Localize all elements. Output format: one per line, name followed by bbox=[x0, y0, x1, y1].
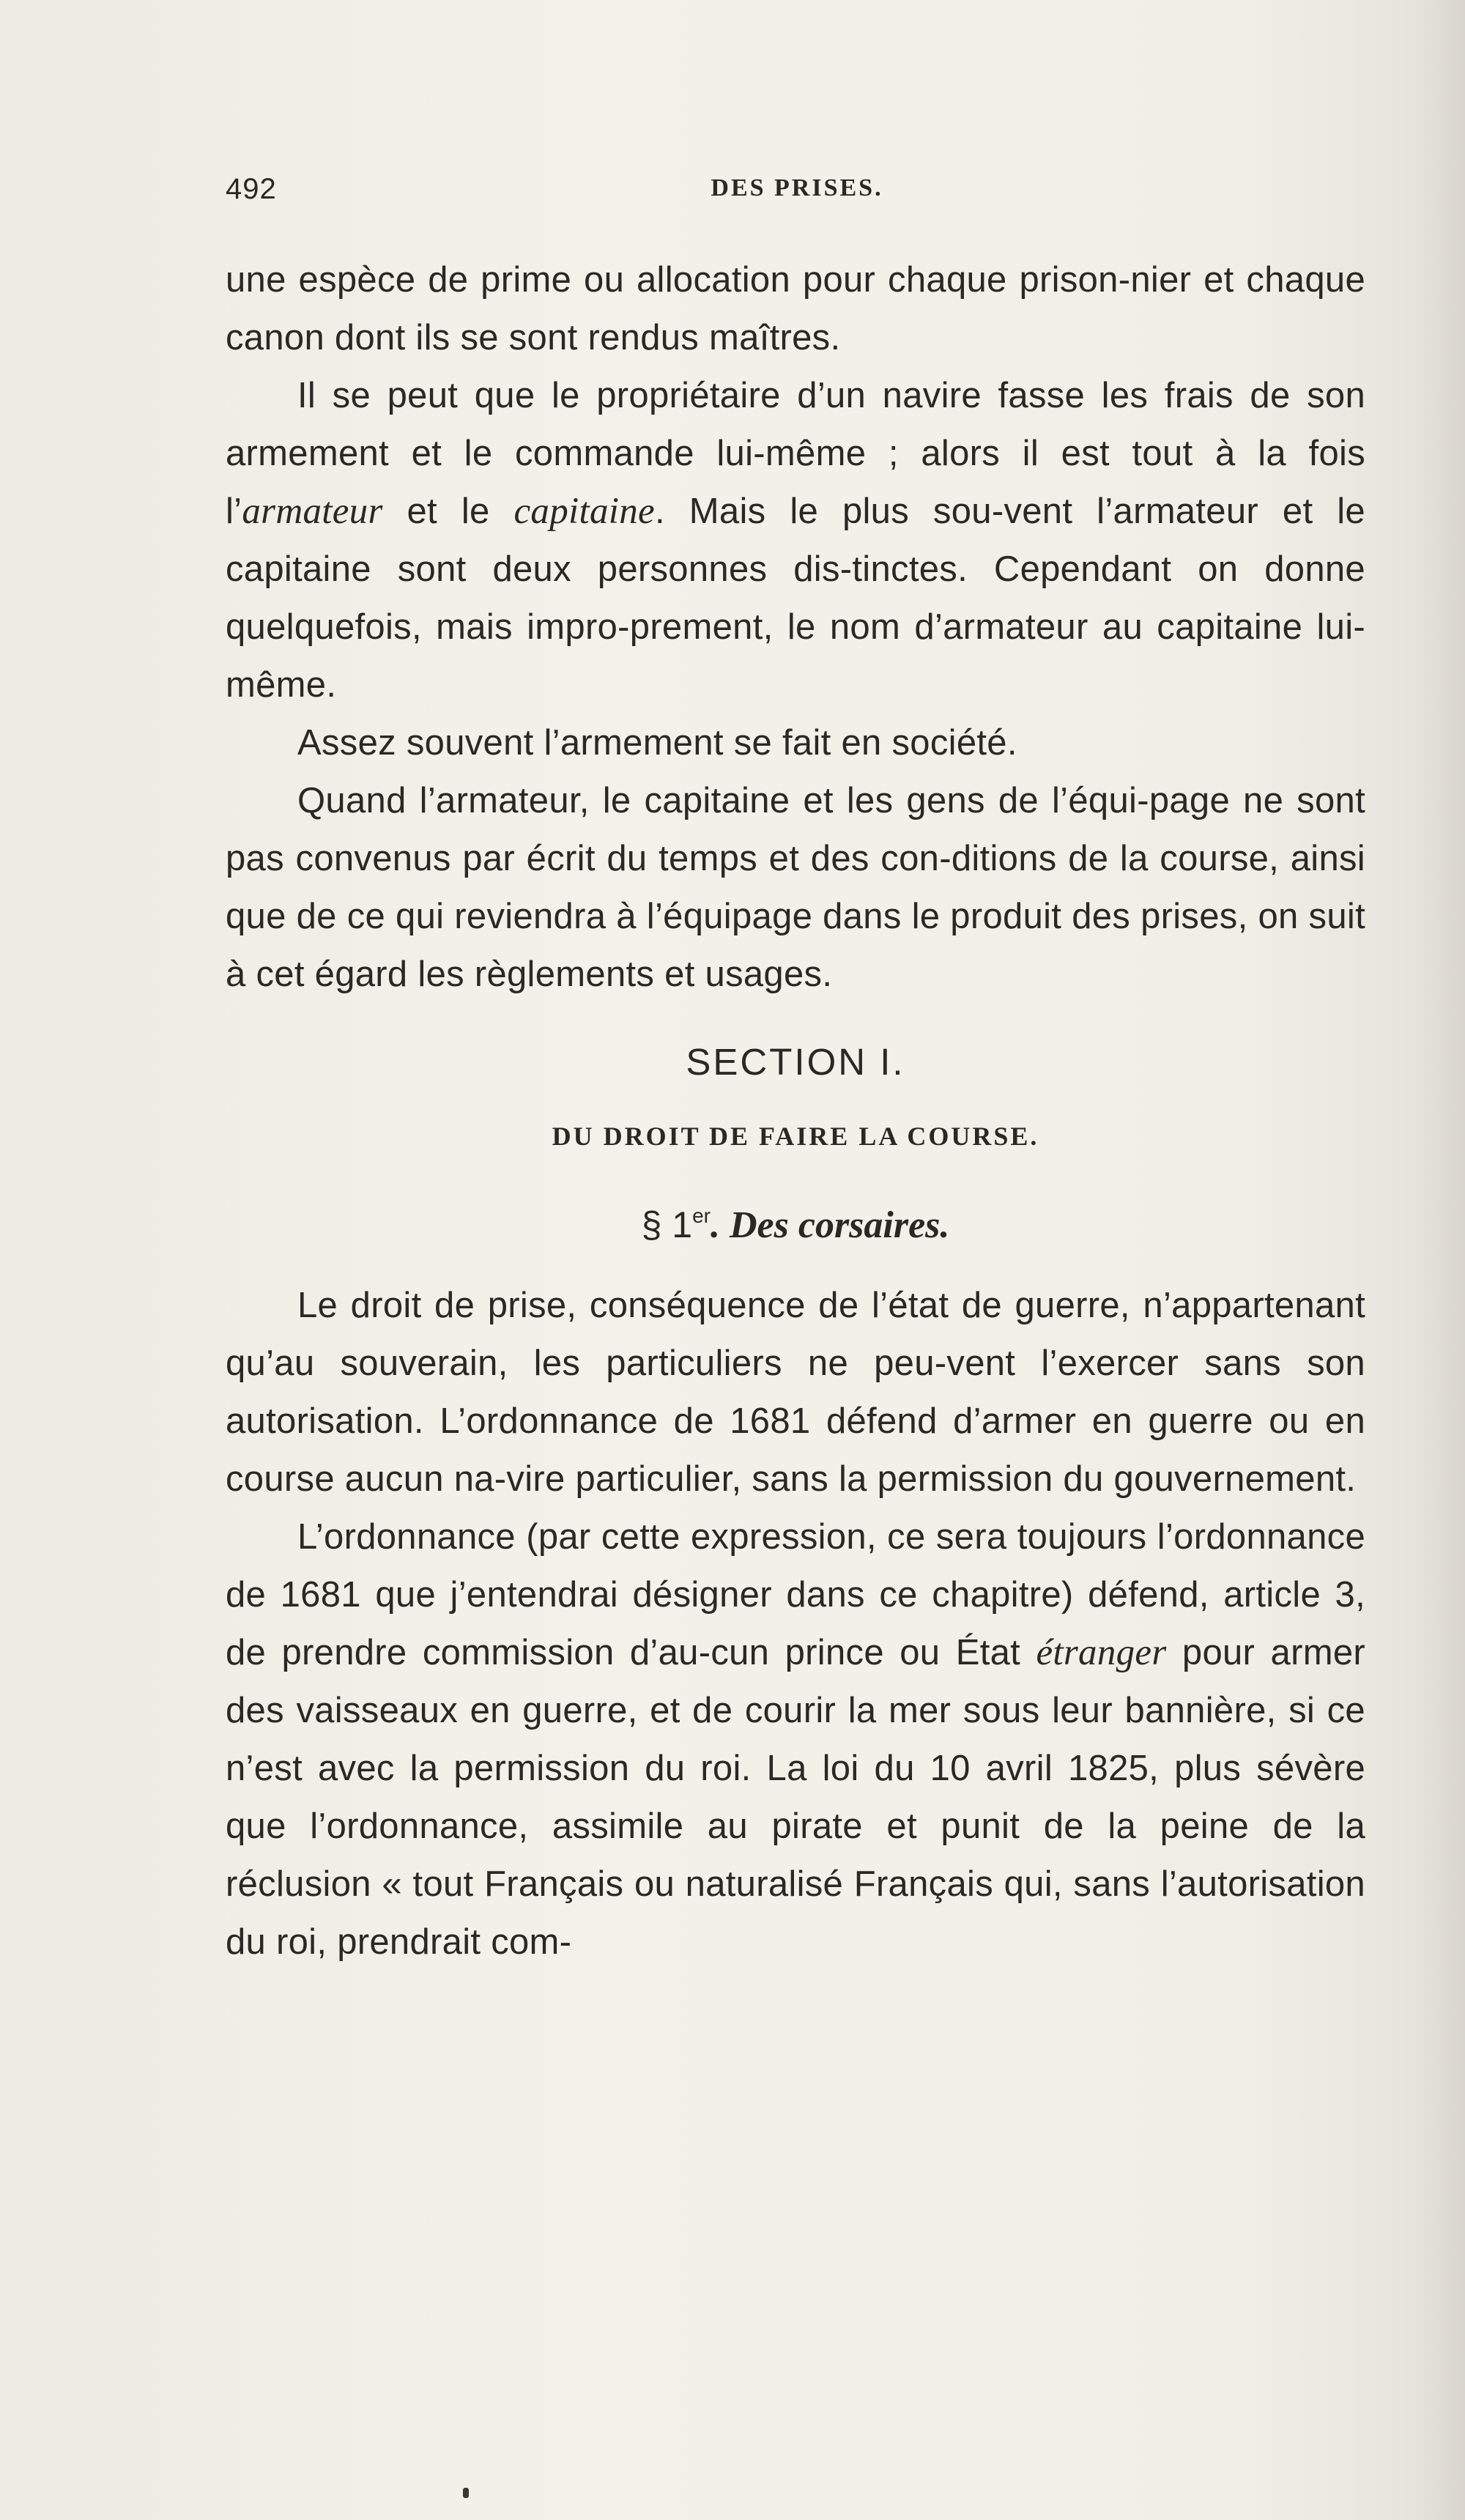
paragraph-title: . Des corsaires. bbox=[711, 1204, 950, 1246]
paragraph-1: une espèce de prime ou allocation pour chaque prison-nier et chaque canon dont ils se sont rendus maîtres. bbox=[226, 260, 1365, 357]
body-text bbox=[226, 251, 1365, 1971]
paragraph-2: Il se peut que le propriétaire d’un navire fasse les frais de son armement et le commande lui-même ; alors il est tout à la fois l’armateur et le capitaine. Mais le plus sou-vent l’armateur et le capitaine sont deux personnes dis-tinctes. Cependant on donne quelquefois, mais impro-prement, le nom d’armateur au capitaine lui-même. bbox=[226, 376, 1365, 705]
section-mark: § 1 bbox=[641, 1204, 693, 1245]
page-number: 492 bbox=[226, 173, 277, 205]
paragraph-5: Le droit de prise, conséquence de l’état de guerre, n’appartenant qu’au souverain, les particuliers ne peu-vent l’exercer sans son autorisation. L’ordonnance de 1681 défend d’armer en guerre ou en course aucun na-vire particulier, sans la permission du gouvernement. bbox=[226, 1286, 1365, 1499]
section-mark-sup: er bbox=[692, 1204, 711, 1227]
section-heading: SECTION I. bbox=[686, 1041, 905, 1083]
italic-term-armateur: armateur bbox=[242, 491, 383, 532]
running-title: DES PRISES. bbox=[711, 174, 883, 201]
paragraph-heading bbox=[226, 1187, 1365, 1255]
section-subheading: DU DROIT DE FAIRE LA COURSE. bbox=[552, 1122, 1039, 1151]
paragraph-3: Assez souvent l’armement se fait en société. bbox=[297, 723, 1017, 763]
italic-term-capitaine: capitaine bbox=[513, 491, 655, 532]
italic-term-etranger: étranger bbox=[1036, 1632, 1167, 1673]
paragraph-6: L’ordonnance (par cette expression, ce sera toujours l’ordonnance de 1681 que j’entendrai désigner dans ce chapitre) défend, article 3, de prendre commission d’au-cun prince ou État étranger pour armer des vaisseaux en guerre, et de courir la mer sous leur bannière, si ce n’est avec la permission du roi. La loi du 10 avril 1825, plus sévère que l’ordonnance, assimile au pirate et punit de la peine de la réclusion « tout Français ou naturalisé Français qui, sans l’autorisation du roi, prendrait com- bbox=[226, 1517, 1365, 1962]
ink-speck bbox=[463, 2488, 469, 2498]
paragraph-4: Quand l’armateur, le capitaine et les gens de l’équi-page ne sont pas convenus par écrit du temps et des con-ditions de la course, ainsi que de ce qui reviendra à l’équipage dans le produit des prises, on suit à cet égard les règlements et usages. bbox=[226, 781, 1365, 994]
running-header bbox=[226, 173, 1368, 224]
